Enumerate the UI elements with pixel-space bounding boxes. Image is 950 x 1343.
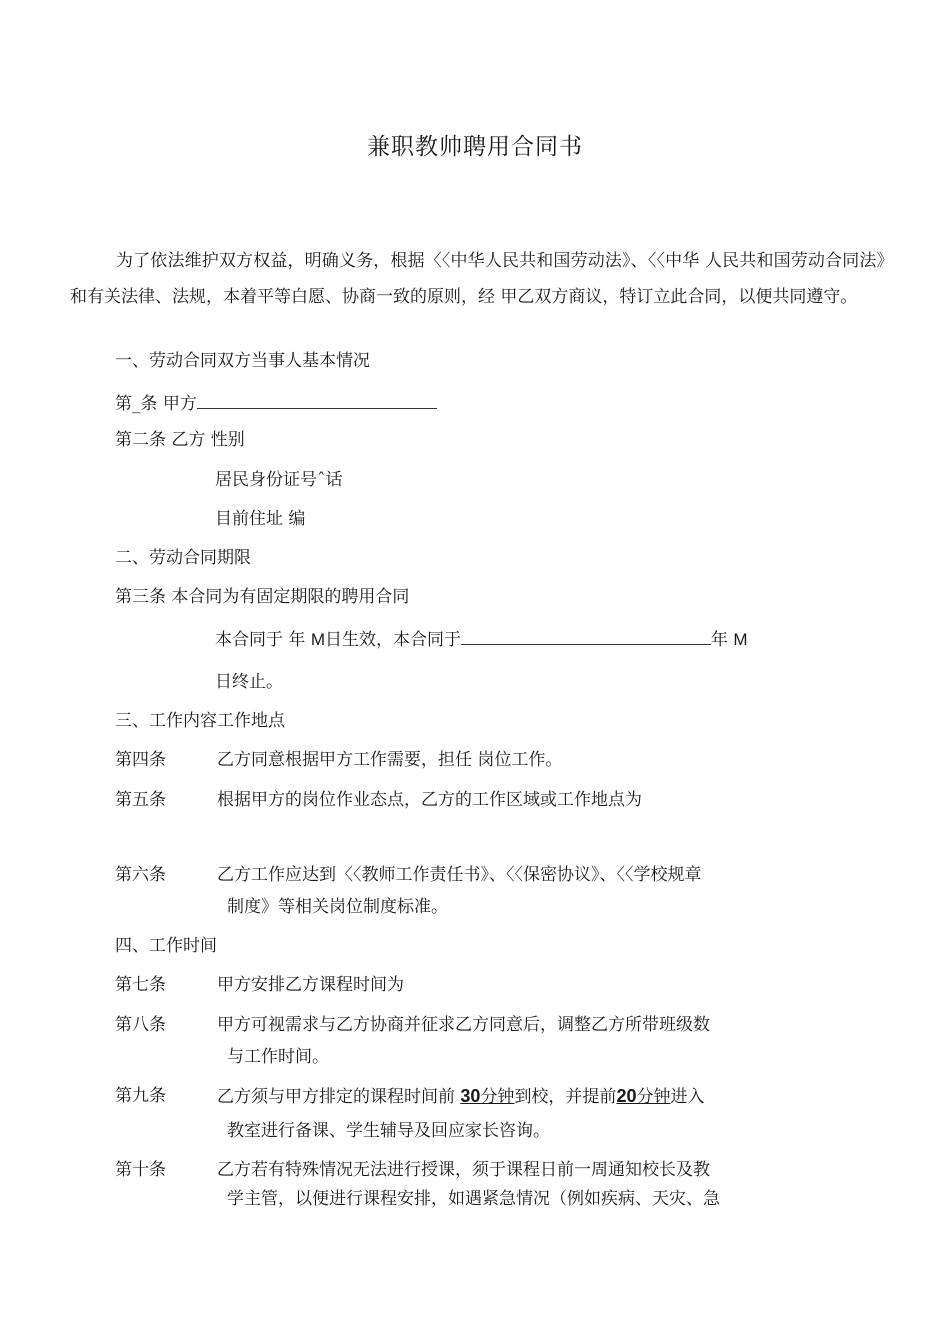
article-1-text: 第_条 甲方 [115, 394, 197, 414]
article-2: 第二条 乙方 性别 [115, 430, 245, 450]
arrival-minutes-unit: 分钟 [480, 1087, 515, 1107]
term-end-blank[interactable] [461, 626, 711, 645]
article-10-label: 第十条 [115, 1160, 166, 1180]
section-2-heading: 二、劳动合同期限 [115, 548, 251, 568]
article-9-text-b: 到校，并提前 [514, 1087, 617, 1107]
article-9-label: 第九条 [115, 1086, 166, 1106]
intro-paragraph: 为了依法维护双方权益，明确义务，根据〈〈中华人民共和国劳动法》、〈〈中华 人民共和国劳动合同法》和有关法律、法规，本着平等白愿、协商一致的原则，经 甲乙双方商议，特订立此合同，以便共同遵守。 [70, 251, 885, 307]
document-title: 兼职教帅聘用合同书 [367, 134, 583, 160]
article-3-termination: 日终止。 [215, 672, 283, 692]
term-start-text: 本合同于 年 [215, 630, 306, 650]
article-4-label: 第四条 [115, 750, 166, 770]
arrival-minutes-value: 30 [460, 1086, 481, 1106]
article-6-label: 第六条 [115, 865, 166, 885]
term-effective-text: 日生效，本合同于 [324, 630, 461, 650]
classroom-minutes-value: 20 [616, 1086, 637, 1106]
article-7-label: 第七条 [115, 975, 166, 995]
article-5-text: 根据甲方的岗位作业态点，乙方的工作区域或工作地点为 [217, 790, 642, 810]
article-10-text-line-1: 乙方若有特殊情况无法进行授课，须于课程日前一周通知校长及教 [217, 1160, 710, 1180]
article-6-text-line-2: 制度》等相关岗位制度标准。 [227, 897, 448, 917]
article-3: 第三条 本合同为有固定期限的聘用合同 [115, 587, 410, 607]
term-end-year-text: 年 [710, 630, 728, 650]
term-month-mark: M [310, 630, 325, 649]
section-3-heading: 三、工作内容工作地点 [115, 711, 285, 731]
article-2-address: 目前住址 编 [215, 509, 306, 529]
article-9-text-c: 进入 [670, 1087, 705, 1107]
article-7-text: 甲方安排乙方课程时间为 [217, 975, 404, 995]
article-1 [115, 390, 437, 415]
classroom-minutes-unit: 分钟 [636, 1087, 671, 1107]
article-6-text-line-1: 乙方工作应达到〈〈教师工作责任书》、〈〈保密协议》、〈〈学校规章 [217, 865, 702, 885]
article-3-term-line [215, 626, 748, 651]
article-8-text-line-2: 与工作时间。 [227, 1047, 329, 1067]
article-2-id-number: 居民身份证号ˆ话 [215, 470, 343, 490]
party-a-blank[interactable] [197, 390, 437, 409]
article-10-text-line-2: 学主管，以便进行课程安排，如遇紧急情况（例如疾病、天灾、急 [227, 1189, 720, 1209]
term-end-month-mark: M [733, 630, 748, 649]
article-5-label: 第五条 [115, 790, 166, 810]
article-9-text-line-2: 教室进行备课、学生辅导及回应家长咨询。 [227, 1121, 550, 1141]
section-1-heading: 一、劳动合同双方当事人基本情况 [115, 351, 370, 371]
article-9-text-a: 乙方须与甲方排定的课程时间前 [217, 1087, 455, 1107]
article-4-text: 乙方同意根据甲方工作需要，担任 岗位工作。 [217, 750, 563, 770]
section-4-heading: 四、工作时间 [115, 936, 217, 956]
article-9-text-line-1 [217, 1085, 704, 1108]
article-8-label: 第八条 [115, 1015, 166, 1035]
article-8-text-line-1: 甲方可视需求与乙方协商并征求乙方同意后，调整乙方所带班级数 [217, 1015, 710, 1035]
